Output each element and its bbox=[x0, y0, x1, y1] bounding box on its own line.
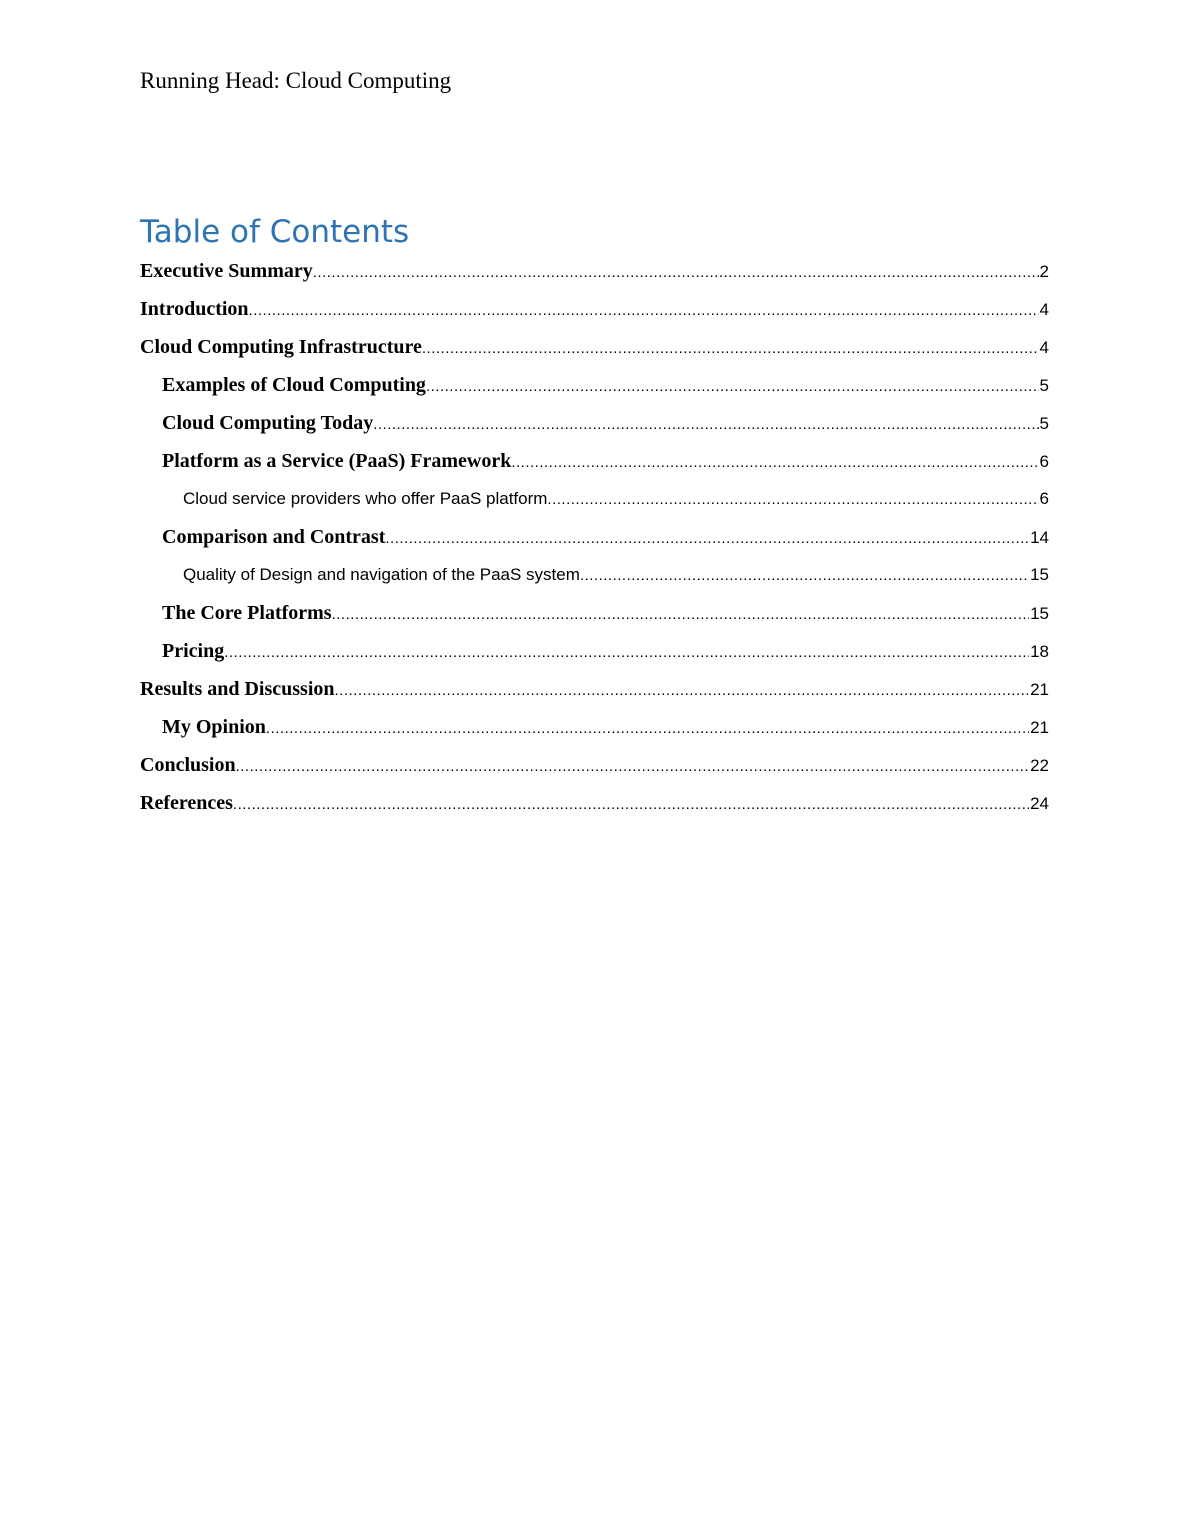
toc-page-number: 15 bbox=[1030, 604, 1049, 623]
toc-entry-text: Platform as a Service (PaaS) Framework bbox=[162, 450, 512, 472]
toc-entry-text: Pricing bbox=[162, 640, 225, 662]
toc-dot-leader bbox=[224, 634, 1029, 670]
toc-dot-leader bbox=[332, 596, 1029, 632]
toc-page-number: 5 bbox=[1039, 414, 1049, 433]
toc-dot-leader bbox=[511, 444, 1038, 480]
toc-dot-leader bbox=[236, 748, 1029, 784]
toc-page-number: 5 bbox=[1039, 376, 1049, 395]
toc-page-number: 14 bbox=[1030, 528, 1049, 547]
toc-entry-text: Executive Summary bbox=[140, 260, 313, 282]
toc-title: Table of Contents bbox=[140, 214, 410, 250]
toc-dot-leader bbox=[422, 330, 1039, 366]
toc-dot-leader bbox=[266, 710, 1029, 746]
toc-entry-results-and-discussion[interactable] bbox=[140, 670, 1049, 708]
toc-dot-leader bbox=[335, 672, 1030, 708]
toc-entry-text: My Opinion bbox=[162, 716, 266, 738]
toc-entry-cloud-service-providers[interactable] bbox=[140, 480, 1049, 518]
toc-entry-my-opinion[interactable] bbox=[140, 708, 1049, 746]
toc-dot-leader bbox=[426, 368, 1039, 404]
toc-entry-introduction[interactable] bbox=[140, 290, 1049, 328]
toc-entry-paas-framework[interactable] bbox=[140, 442, 1049, 480]
toc-entry-conclusion[interactable] bbox=[140, 746, 1049, 784]
toc-entry-text: Cloud service providers who offer PaaS platform bbox=[183, 489, 548, 508]
toc-page-number: 24 bbox=[1030, 794, 1049, 813]
toc-dot-leader bbox=[233, 786, 1029, 822]
toc-page-number: 15 bbox=[1030, 565, 1049, 584]
toc-page-number: 18 bbox=[1030, 642, 1049, 661]
toc-entry-cloud-computing-infrastructure[interactable] bbox=[140, 328, 1049, 366]
toc-page-number: 21 bbox=[1030, 680, 1049, 699]
toc-entry-text: References bbox=[140, 792, 233, 814]
toc-page-number: 2 bbox=[1039, 262, 1049, 281]
toc-dot-leader bbox=[547, 481, 1038, 518]
toc-entry-text: Cloud Computing Today bbox=[162, 412, 374, 434]
toc-page-number: 4 bbox=[1039, 338, 1049, 357]
toc-entry-quality-of-design[interactable] bbox=[140, 556, 1049, 594]
toc-entry-references[interactable] bbox=[140, 784, 1049, 822]
toc-page-number: 21 bbox=[1030, 718, 1049, 737]
toc-entry-examples-of-cloud-computing[interactable] bbox=[140, 366, 1049, 404]
toc-entry-comparison-and-contrast[interactable] bbox=[140, 518, 1049, 556]
toc-entry-core-platforms[interactable] bbox=[140, 594, 1049, 632]
toc-entry-cloud-computing-today[interactable] bbox=[140, 404, 1049, 442]
toc-entry-text: Introduction bbox=[140, 298, 249, 320]
toc-entry-text: Examples of Cloud Computing bbox=[162, 374, 426, 396]
toc-page-number: 4 bbox=[1039, 300, 1049, 319]
toc-page-number: 6 bbox=[1039, 452, 1049, 471]
toc-dot-leader bbox=[249, 292, 1039, 328]
toc-page-number: 22 bbox=[1030, 756, 1049, 775]
toc-entry-text: Results and Discussion bbox=[140, 678, 335, 700]
toc-entry-text: Comparison and Contrast bbox=[162, 526, 386, 548]
toc-page-number: 6 bbox=[1039, 489, 1049, 508]
toc-list bbox=[140, 252, 1049, 822]
toc-entry-text: Conclusion bbox=[140, 754, 236, 776]
toc-entry-text: Quality of Design and navigation of the PaaS system bbox=[183, 565, 580, 584]
toc-entry-text: The Core Platforms bbox=[162, 602, 332, 624]
toc-dot-leader bbox=[580, 557, 1029, 594]
toc-entry-executive-summary[interactable] bbox=[140, 252, 1049, 290]
toc-dot-leader bbox=[373, 406, 1038, 442]
toc-dot-leader bbox=[313, 254, 1039, 290]
toc-dot-leader bbox=[385, 520, 1029, 556]
toc-entry-pricing[interactable] bbox=[140, 632, 1049, 670]
toc-entry-text: Cloud Computing Infrastructure bbox=[140, 336, 422, 358]
running-head: Running Head: Cloud Computing bbox=[140, 68, 452, 93]
